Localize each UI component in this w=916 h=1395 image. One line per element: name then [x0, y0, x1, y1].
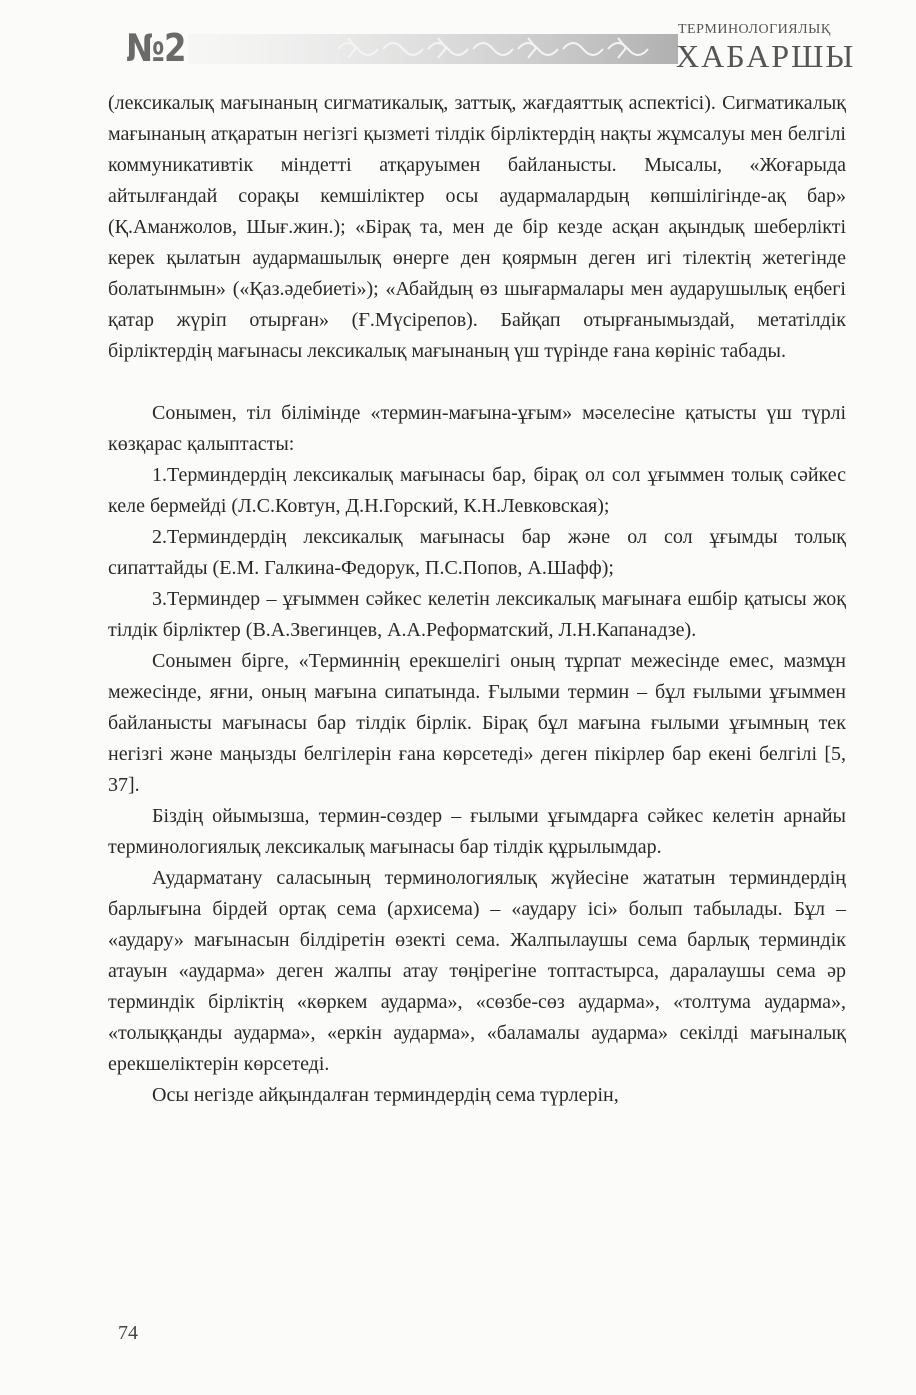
paragraph: Сонымен, тіл білімінде «термин-мағына-ұғым» мәселесіне қатысты үш түрлі көзқарас қалыптасты:	[108, 402, 846, 455]
issue-number: №2	[126, 26, 186, 70]
ornament-band	[188, 28, 678, 68]
page-number: 74	[118, 1322, 138, 1344]
paragraph: Сонымен бірге, «Терминнің ерекшелігі оның тұрпат межесінде емес, мазмұн межесінде, яғни, оның мағына сипатында. Ғылыми термин – бұл ғылыми ұғыммен байланысты мағынасы бар тілдік бірлік. Бірақ бұл мағына ғылыми ұғымның тек негізгі және маңызды белгілерін ғана көрсетеді» деген пікірлер бар екені белгілі [5, 37].	[108, 650, 846, 796]
paragraph: Біздің ойымызша, термин-сөздер – ғылыми ұғымдарға сәйкес келетін арнайы терминологиялық лексикалық мағынасы бар тілдік құрылымдар.	[108, 805, 846, 858]
journal-title-line2: ХАБАРШЫ	[676, 38, 856, 74]
paragraph: Аударматану саласының терминологиялық жүйесіне жататын терминдердің барлығына бірдей ортақ сема (архисема) – «аудару ісі» болып табылады. Бұл – «аудару» мағынасын білдіретін өзекті сема. Жалпылаушы сема барлық терминдік атауын «аударма» деген жалпы атау төңірегіне топтастырса, даралаушы сема әр терминдік бірліктің «көркем аударма», «сөзбе-сөз аударма», «толтума аударма», «толыққанды аударма», «еркін аударма», «баламалы аударма» секілді мағыналық ерекшеліктерін көрсетеді.	[108, 867, 846, 1075]
list-item: 2.Терминдердің лексикалық мағынасы бар және ол сол ұғымды толық сипаттайды (Е.М. Галкина-Федорук, П.С.Попов, А.Шафф);	[108, 526, 846, 579]
list-item: 1.Терминдердің лексикалық мағынасы бар, бірақ ол сол ұғыммен толық сәйкес келе бермейді (Л.С.Ковтун, Д.Н.Горский, К.Н.Левковская);	[108, 464, 846, 517]
running-header	[0, 0, 916, 80]
list-item: 3.Терминдер – ұғыммен сәйкес келетін лексикалық мағынаға ешбір қатысы жоқ тілдік бірліктер (В.А.Звегинцев, А.А.Реформатский, Л.Н.Капанадзе).	[108, 588, 846, 641]
journal-title-line1: ТЕРМИНОЛОГИЯЛЫҚ	[678, 22, 831, 37]
paragraph: Осы негізде айқындалған терминдердің сема түрлерін,	[152, 1084, 619, 1106]
paragraph: (лексикалық мағынаның сигматикалық, заттық, жағдаяттық аспектісі). Сигматикалық мағынаның атқаратын негізгі қызметі тілдік бірліктердің нақты жұмсалуы мен белгілі коммуникативтік міндетті атқаруымен байланысты. Мысалы, «Жоғарыда айтылғандай сорақы кемшіліктер осы аудармалардың көпшілігінде-ақ бар» (Қ.Аманжолов, Шығ.жин.); «Бірақ та, мен де бір кезде асқан ақындық шеберлікті керек қылатын аудармашылық өнерге ден қоярмын деген игі тілектің жетегінде болатынмын» («Қаз.әдебиеті»); «Абайдың өз шығармалары мен аударушылық еңбегі қатар жүріп отырған» (Ғ.Мүсірепов). Байқап отырғанымыздай, метатілдік бірліктердің мағынасы лексикалық мағынаның үш түрінде ғана көрініс табады.	[108, 92, 846, 362]
article-body	[108, 88, 846, 1111]
